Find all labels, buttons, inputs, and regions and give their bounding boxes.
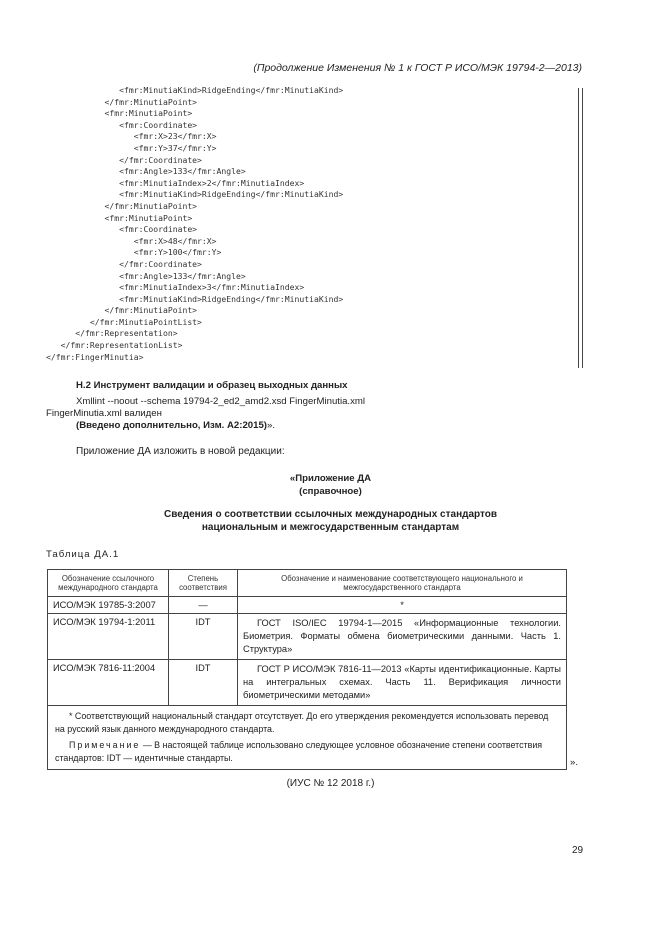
running-header: (Продолжение Изменения № 1 к ГОСТ Р ИСО/МЭК 19794-2—2013) <box>253 62 582 74</box>
code-line: </fmr:MinutiaPoint> <box>46 200 198 211</box>
code-line: <fmr:MinutiaIndex>2</fmr:MinutiaIndex> <box>46 177 305 188</box>
table-row <box>48 597 567 614</box>
code-line: </fmr:MinutiaPoint> <box>46 96 198 107</box>
amendment-note: (Введено дополнительно, Изм. А2:2015)». <box>76 420 276 431</box>
table-cell: — <box>169 597 238 614</box>
code-line: <fmr:MinutiaKind>RidgeEnding</fmr:MinutiaKind> <box>46 189 344 200</box>
table-cell: ИСО/МЭК 7816-11:2004 <box>48 660 169 706</box>
table-row <box>48 614 567 660</box>
code-line: <fmr:Coordinate> <box>46 119 198 130</box>
table-cell: IDT <box>169 660 238 706</box>
xml-listing <box>46 85 343 375</box>
section-heading: Н.2 Инструмент валидации и образец выходных данных <box>76 380 348 391</box>
code-line: <fmr:MinutiaPoint> <box>46 212 193 223</box>
annex-subtitle: (справочное) <box>299 486 362 497</box>
amendment-note-text: (Введено дополнительно, Изм. А2:2015) <box>76 420 267 431</box>
change-bar <box>578 88 579 368</box>
annex-title: «Приложение ДА <box>289 473 372 484</box>
instruction-text: Приложение ДА изложить в новой редакции: <box>76 446 285 457</box>
closing-quote: ». <box>570 757 579 768</box>
column-header: Обозначение ссылочного международного стандарта <box>48 570 169 597</box>
table-cell: ГОСТ Р ИСО/МЭК 7816-11—2013 «Карты идентификационные. Карты на интегральных схемах. Часть 11. Верификация личности биометрическими методами» <box>238 660 567 706</box>
correspondence-table <box>47 569 567 770</box>
code-line: <fmr:Angle>133</fmr:Angle> <box>46 166 246 177</box>
command-line: Xmllint --noout --schema 19794-2_ed2_amd2.xsd FingerMinutia.xml <box>76 396 366 407</box>
code-line: </fmr:Coordinate> <box>46 154 202 165</box>
code-line: <fmr:Y>37</fmr:Y> <box>46 142 217 153</box>
table-cell: IDT <box>169 614 238 660</box>
table-cell: ИСО/МЭК 19785-3:2007 <box>48 597 169 614</box>
table-caption: Таблица ДА.1 <box>46 549 120 560</box>
validation-result: FingerMinutia.xml валиден <box>46 408 162 419</box>
code-line: <fmr:MinutiaKind>RidgeEnding</fmr:MinutiaKind> <box>46 293 344 304</box>
code-line: <fmr:Y>100</fmr:Y> <box>46 247 222 258</box>
table-cell: ГОСТ ISO/IEC 19794-1—2015 «Информационные технологии. Биометрия. Форматы обмена биометрическими данными. Часть 1. Структура» <box>238 614 567 660</box>
table-row <box>48 660 567 706</box>
note-label: Примечание <box>69 740 141 750</box>
annex-heading-line1: Сведения о соответствии ссылочных международных стандартов <box>163 509 498 520</box>
code-line <box>46 363 343 375</box>
publication-ref: (ИУС № 12 2018 г.) <box>286 778 375 789</box>
column-header: Обозначение и наименование соответствующего национального и межгосударственного стандарта <box>238 570 567 597</box>
code-line: <fmr:Angle>133</fmr:Angle> <box>46 270 246 281</box>
footnote: * Соответствующий национальный стандарт отсутствует. До его утверждения рекомендуется использовать перевод на русский язык данного международного стандарта. <box>55 711 549 734</box>
code-line: </fmr:FingerMinutia> <box>46 351 144 362</box>
code-line: <fmr:X>48</fmr:X> <box>46 235 217 246</box>
annex-heading-line2: национальным и межгосударственным стандартам <box>201 522 460 533</box>
code-line: <fmr:Coordinate> <box>46 224 198 235</box>
code-line: <fmr:X>23</fmr:X> <box>46 131 217 142</box>
code-line: </fmr:Representation> <box>46 328 178 339</box>
column-header: Степень соответствия <box>169 570 238 597</box>
code-line: <fmr:MinutiaPoint> <box>46 108 193 119</box>
table-notes-row <box>48 706 567 770</box>
table-header-row <box>48 570 567 597</box>
code-line: <fmr:MinutiaKind>RidgeEnding</fmr:MinutiaKind> <box>46 85 344 95</box>
code-line: <fmr:MinutiaIndex>3</fmr:MinutiaIndex> <box>46 282 305 293</box>
table-notes <box>48 706 567 770</box>
change-bar <box>582 88 583 368</box>
code-line: </fmr:MinutiaPoint> <box>46 305 198 316</box>
note: Примечание — В настоящей таблице использовано следующее условное обозначение степени соответствия стандартов: IDT — идентичные стандарты. <box>55 740 543 763</box>
table-cell: ИСО/МЭК 19794-1:2011 <box>48 614 169 660</box>
code-line: </fmr:Coordinate> <box>46 258 202 269</box>
page-number: 29 <box>572 845 584 856</box>
code-line: </fmr:RepresentationList> <box>46 340 183 351</box>
code-line: </fmr:MinutiaPointList> <box>46 316 202 327</box>
table-cell: * <box>238 597 567 614</box>
